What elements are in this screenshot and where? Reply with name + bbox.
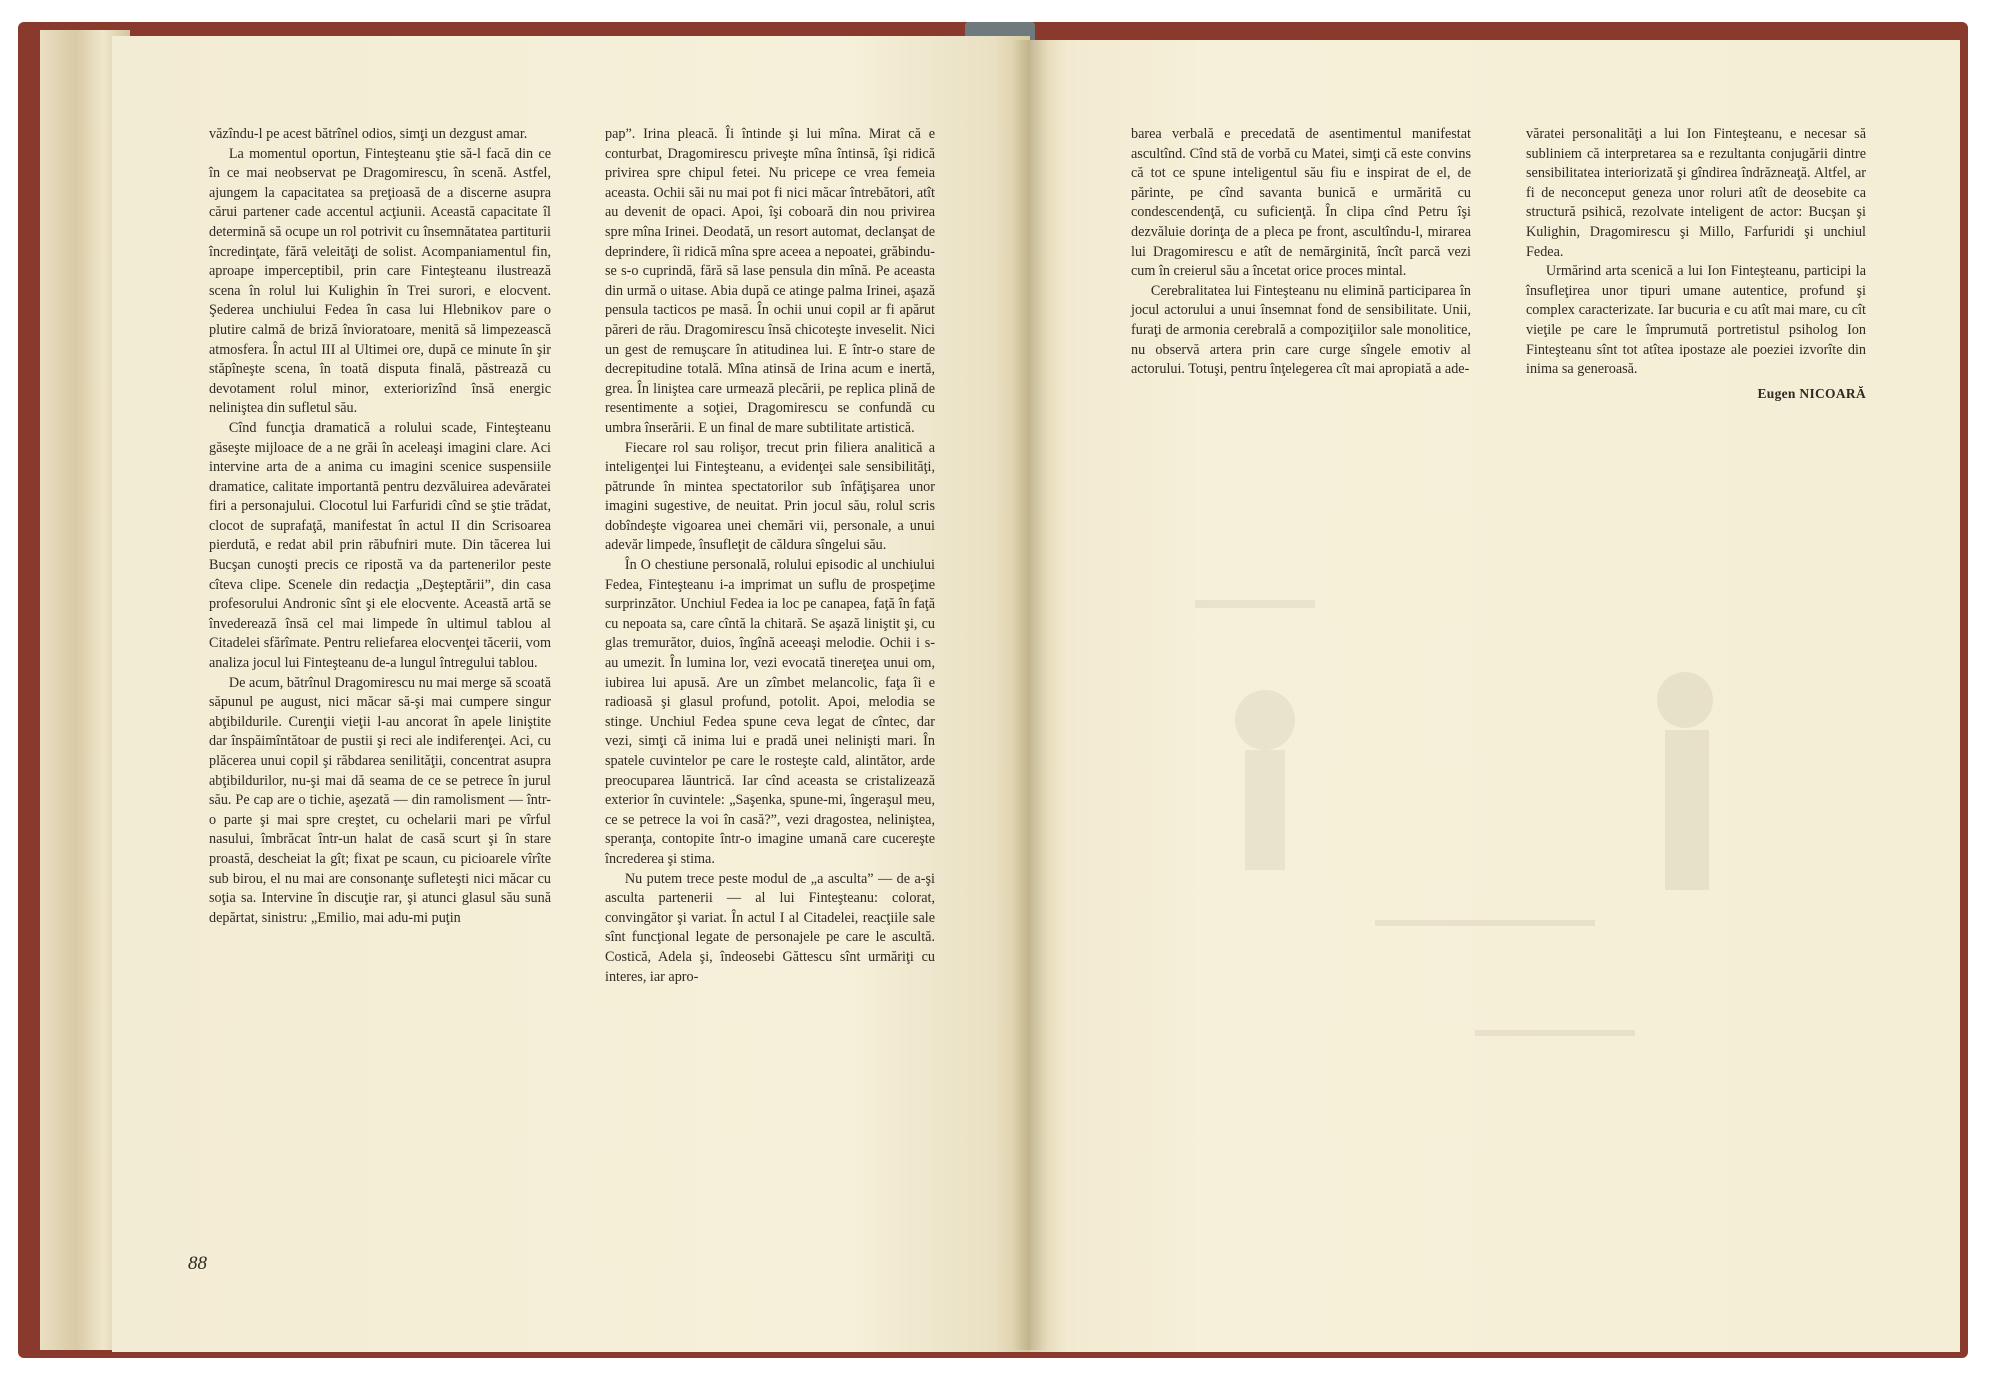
page-number: 88 — [188, 1253, 207, 1274]
paragraph: barea verbală e precedată de asentimentul manifestat ascultînd. Cînd stă de vorbă cu Matei, simţi că este convins că tot ce spune inteligentul său fiu e inspirat de el, de părinte, pe cînd savanta bunică e urmărită cu condescendenţă, cu suficienţă. În clipa cînd Petru îşi dezvăluie dorinţa de a pleca pe front, ascultîndu-l, mirarea lui Dragomirescu e atît de nemărginită, încît parcă vezi cum în creierul său a încetat orice proces mintal. — [1131, 126, 1471, 280]
paragraph: În O chestiune personală, rolului episodic al unchiului Fedea, Finteşteanu i-a imprimat un suflu de prospeţime surprinzător. Unchiul Fedea ia loc pe canapea, faţă în faţă cu nepoata sa, care cîntă la chitară. Se aşază liniştit şi, cu glas tremurător, duios, îngînă aceeaşi melodie. Ochii i s-au umezit. În lumina lor, vezi evocată tinereţea unui om, iubirea lui apusă. Are un zîmbet melancolic, faţa îi e radioasă şi glasul profund, potolit. Apoi, melodia se stinge. Unchiul Fedea spune ceva legat de cîntec, dar vezi, simţi că inima lui e pradă unei nelinişti mari. În spatele cuvintelor pe care le rosteşte cald, alintător, arde preocuparea lăuntrică. Iar cînd aceasta se cristalizează exterior în cuvintele: „Saşenka, spune-mi, îngeraşul meu, ce se petrece la voi în casă?”, vezi dragostea, neliniştea, speranţa, contopite într-o imagine umană care cucereşte încrederea şi stima. — [605, 557, 935, 867]
paragraph: văzîndu-l pe acest bătrînel odios, simţi un dezgust amar. — [209, 126, 528, 142]
paragraph: Nu putem trece peste modul de „a asculta” — de a-şi asculta partenerii — al lui Finteşteanu: colorat, convingător şi variat. În actul I al Citadelei, reacţiile sale sînt funcţional legate de personajele pe care le ascultă. Costică, Adela şi, îndeosebi Găttescu sînt urmăriţi cu interes, iar apro- — [605, 870, 935, 985]
paragraph: Cerebralitatea lui Finteşteanu nu elimină participarea în jocul actorului a unui însemnat fond de sensibilitate. Unii, furaţi de armonia cerebrală a compoziţiilor sale monolitice, nu observă artera prin care curge sîngele emotiv al actorului. Totuşi, pentru înţelegerea cît mai apropiată a ade- — [1131, 282, 1471, 378]
paragraph: Cînd funcţia dramatică a rolului scade, Finteşteanu găseşte mijloace de a ne grăi în aceleaşi imagini clare. Aci intervine arta de a anima cu imagini scenice suspensiile dramatice, calitate importantă pentru dezvăluirea adevăratei firi a personajului. Clocotul lui Farfuridi cînd se ştie trădat, clocot de suprafaţă, manifestat în actul II din Scrisoarea pierdută, e redat abil prin răbufniri mute. Din tăcerea lui Bucşan cunoşti precis ce ripostă va da partenerilor peste cîteva clipe. Scenele din redacţia „Deşteptării”, din casa profesorului Andronic sînt şi ele elocvente. Această artă se învederează însă cel mai limpede în ultimul tablou al Citadelei sfărîmate. Pentru reliefarea elocvenţei tăcerii, vom analiza jocul lui Finteşteanu de-a lungul întregului tablou. — [209, 419, 551, 672]
paragraph: La momentul oportun, Finteşteanu ştie să-l facă din ce în ce mai neobservat pe Dragomirescu, în scenă. Astfel, ajungem la capacitatea sa preţioasă de a discerne asupra cărui partener cade accentul acţiunii. Această capacitate îl determină să ocupe un rol potrivit cu însemnătatea partiturii încredinţate, fără veleităţi de solist. Acompaniamentul fin, aproape imperceptibil, prin care Finteşteanu ilustrează scena în rolul lui Kulighin în Trei surori, e elocvent. Şederea unchiului Fedea în casa lui Hlebnikov pare o plutire calmă de briză învioratoare, menită să limpezească atmosfera. În actul III al Ultimei ore, după ce minute în şir stăpîneşte scena, în toată disputa finală, păstrează cu devotament rolul minor, exteriorizînd însă energic neliniştea din sufletul său. — [209, 145, 551, 417]
paragraph: De acum, bătrînul Dragomirescu nu mai merge să scoată săpunul pe august, nici măcar să-şi mai cumpere singur abţibildurile. Curenţii vieţii l-au ancorat în apele liniştite dar înspăimîntătoar de pustii şi reci ale indiferenţei. Aci, cu plăcerea unui copil şi răbdarea senilităţii, concentrat asupra abţibildurilor, nu-şi mai dă seama de ce se petrece în jurul său. Pe cap are o tichie, aşezată — din ramolisment — într-o parte şi mai spre creştet, cu ochelarii mari pe vîrful nasului, îmbrăcat într-un halat de casă scurt şi în stare proastă, descheiat la gît; fixat pe scaun, cu picioarele vîrîte sub birou, el nu mai are consonanţe sufleteşti nici măcar cu soţia sa. Intervine în discuţie rar, şi atunci glasul său sună depărtat, sinistru: „Emilio, mai adu-mi puţin — [209, 674, 551, 926]
book-gutter — [1012, 40, 1048, 1350]
right-page-column-1 — [1131, 125, 1471, 380]
left-page-column-1 — [209, 125, 551, 928]
show-through-illustration — [1175, 560, 1875, 1100]
paragraph: Fiecare rol sau rolişor, trecut prin filiera analitică a inteligenţei lui Finteşteanu, a evidenţei sale sensibilităţi, pătrunde în mintea spectatorilor sub înfăţişarea unor imagini sugestive, de neuitat. Prin jocul său, rolul scris dobîndeşte vigoarea unei chemări vii, personale, a unui adevăr limpede, însufleţit de căldura sîngelui său. — [605, 439, 935, 554]
author-signature: Eugen NICOARĂ — [1757, 385, 1866, 401]
paragraph: văratei personalităţi a lui Ion Finteşteanu, e necesar să subliniem că interpretarea sa e rezultanta conjugării dintre sensibilitatea interiorizată şi gîndirea îndrăzneaţă. Altfel, ar fi de neconceput geneza unor roluri atît de deosebite ca structură psihică, rezolvate inteligent de actor: Bucşan şi Kulighin, Dragomirescu şi Millo, Farfuridi şi unchiul Fedea. — [1526, 126, 1866, 260]
left-page-column-2 — [605, 125, 935, 987]
right-page-column-2 — [1526, 125, 1866, 403]
paragraph: pap”. Irina pleacă. Îi întinde şi lui mîna. Mirat că e conturbat, Dragomirescu priveşte mîna întinsă, îşi ridică privirea spre chipul fetei. Nu pricepe ce vrea femeia aceasta. Ochii săi nu mai pot fi nici măcar întrebători, atît au devenit de opaci. Apoi, îşi coboară din nou privirea spre mîna Irinei. Deodată, un resort automat, declanşat de deprindere, îi ridică mîna spre aceea a nepoatei, grăbindu-se s-o cuprindă, fără să lase pensula din mînă. Pe aceasta din urmă o uitase. Abia după ce atinge palma Irinei, aşază pensula tacticos pe masă. În ochii unui copil ar fi apărut păreri de rău. Dragomirescu însă chicoteşte inveselit. Nici un gest de remuşcare în atitudinea lui. E într-o stare de decrepitudine totală. Mîna atinsă de Irina acum e inertă, grea. În liniştea care urmează plecării, pe replica plină de resentimente a soţiei, Dragomirescu se confundă cu umbra înserării. E un final de mare subtilitate artistică. — [605, 126, 935, 436]
paragraph: Urmărind arta scenică a lui Ion Finteşteanu, participi la însufleţirea unor tipuri umane autentice, profund şi complex caracterizate. Iar bucuria e cu atît mai mare, cu cît vieţile pe care le împrumută portretistul psiholog Ion Finteşteanu sînt tot atîtea ipostaze ale poeziei izvorîte din inima sa generoasă. — [1526, 263, 1866, 378]
